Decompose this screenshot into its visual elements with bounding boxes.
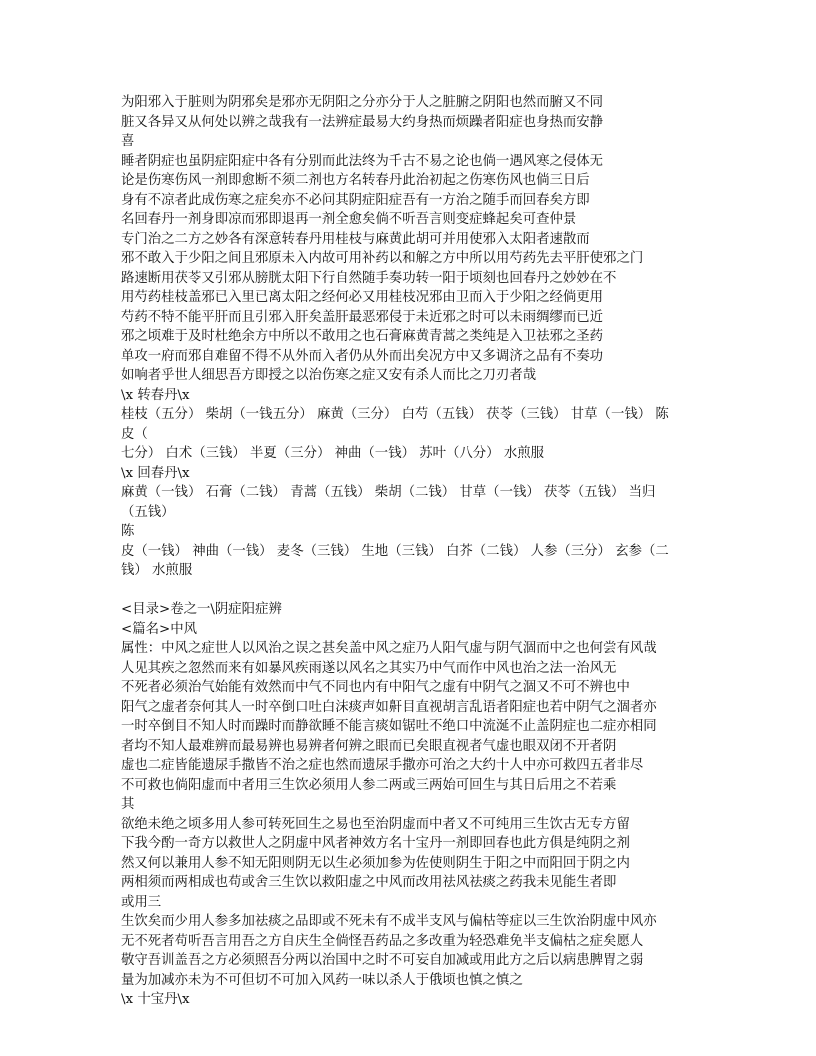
text-line: 邪不敢入于少阳之间且邪原未入内故可用补药以和解之方中所以用芍药先去平肝使邪之门 <box>121 251 644 266</box>
text-line: 不可救也倘阳虚而中者用三生饮必须用人参二两或三两始可回生与其日后用之不若乘 <box>121 777 617 793</box>
text-line: 单攻一府而邪自难留不得不从外而入者仍从外而出矣况方中又多调济之品有不奏功 <box>121 348 604 364</box>
text-line: 论是伤寒伤风一剂即愈断不须二剂也方名转春丹此治初起之伤寒伤风也倘三日后 <box>121 173 590 188</box>
text-line: 如响者乎世人细思吾方即授之以治伤寒之症又安有杀人而比之刀刃者哉 <box>121 368 537 383</box>
text-line: 不死者必须治气始能有效然而中气不同也内有中阳气之虚有中阴气之涸又不可不辨也中 <box>121 680 630 695</box>
text-line: \x 回春丹\x <box>121 465 190 481</box>
text-line: 路速断用茯苓又引邪从膀胱太阳下行自然随手奏功转一阳于顷刻也回春丹之妙妙在不 <box>121 270 617 286</box>
text-line: 脏又各异又从何处以辨之哉我有一法辨症最易大约身热而烦躁者阳症也身热而安静 <box>121 114 604 130</box>
text-line: 敬守吾训盖吾之方必须照吾分两以治国中之时不可妄自加减或用此方之后以病患脾胃之弱 <box>121 953 644 968</box>
text-line: 七分） 白术（三钱） 半夏（三分） 神曲（一钱） 苏叶（八分） 水煎服 <box>121 446 544 461</box>
text-line: 属性：中风之症世人以风治之误之甚矣盖中风之症乃人阳气虚与阴气涸而中之也何尝有风哉 <box>121 641 657 656</box>
text-line: 名回春丹一剂身即凉而邪即退再一剂全愈矣倘不听吾言则变症蜂起矣可查仲景 <box>121 212 577 227</box>
text-line: 下我今酌一奇方以救世人之阴虚中风者神效方名十宝丹一剂即回春也此方俱是纯阴之剂 <box>121 836 630 851</box>
text-line: 邪之顷难于及时杜绝余方中所以不敢用之也石膏麻黄青蒿之类纯是入卫祛邪之圣药 <box>121 329 604 344</box>
text-line: 为阳邪入于脏则为阴邪矣是邪亦无阴阳之分亦分于人之脏腑之阴阳也然而腑又不同 <box>121 95 604 110</box>
text-line: 专门治之二方之妙各有深意转春丹用桂枝与麻黄此胡可并用使邪入太阳者速散而 <box>121 231 590 247</box>
text-line: 睡者阴症也虽阴症阳症中各有分别而此法终为千古不易之论也倘一遇风寒之侵体无 <box>121 153 604 169</box>
text-line: 身有不凉者此成伤寒之症矣亦不必问其阴症阳症吾有一方治之随手而回春矣方即 <box>121 192 590 208</box>
text-line: 芍药不特不能平肝而且引邪入肝矣盖肝最恶邪侵于未近邪之时可以未雨绸缪而已近 <box>121 309 604 325</box>
text-line: 阳气之虚者奈何其人一时卒倒口吐白沫痰声如鼾目直视胡言乱语者阳症也若中阴气之涸者亦 <box>121 699 657 715</box>
text-line: 皮（ <box>121 426 148 442</box>
text-line: 喜 <box>121 134 135 149</box>
text-line: 两相须而两相成也苟或舍三生饮以救阳虚之中风而改用祛风祛痰之药我未见能生者即 <box>121 875 617 890</box>
text-line: 其 <box>121 797 135 812</box>
text-line: 量为加减亦未为不可但切不可加入风药一味以杀人于俄顷也慎之慎之 <box>121 972 523 988</box>
text-line: 钱） 水煎服 <box>121 563 193 578</box>
text-line: 皮（一钱） 神曲（一钱） 麦冬（三钱） 生地（三钱） 白芥（二钱） 人参（三分） 玄参（二 <box>121 543 669 559</box>
text-line: 然又何以兼用人参不知无阳则阴无以生必须加参为佐使则阴生于阳之中而阳回于阴之内 <box>121 855 630 871</box>
document-body <box>121 93 721 1010</box>
text-line: 无不死者苟听吾言用吾之方自庆生全倘怪吾药品之多改重为轻恐难免半支偏枯之症矣愿人 <box>121 933 644 949</box>
text-line: 麻黄（一钱） 石膏（二钱） 青蒿（五钱） 柴胡（二钱） 甘草（一钱） 茯苓（五钱） 当归 <box>121 485 656 500</box>
text-line: 生饮矣而少用人参多加祛痰之品即或不死未有不成半支风与偏枯等症以三生饮治阴虚中风亦 <box>121 914 657 929</box>
text-line: 一时卒倒目不知人时而躁时而静欲睡不能言痰如锯吐不绝口中流涎不止盖阴症也二症亦相同 <box>121 719 657 734</box>
text-line: （五钱） <box>121 504 175 520</box>
text-line: \x 转春丹\x <box>121 387 190 403</box>
text-line: 欲绝未绝之顷多用人参可转死回生之易也至治阴虚而中者又不可纯用三生饮古无专方留 <box>121 816 630 832</box>
text-line <box>121 581 721 601</box>
text-line: 人见其疾之忽然而来有如暴风疾雨遂以风名之其实乃中气而作中风也治之法一治风无 <box>121 660 617 676</box>
text-line: 虚也二症皆能遗尿手撒皆不治之症也然而遗尿手撒亦可治之大约十人中亦可救四五者非尽 <box>121 758 644 773</box>
text-line: <篇名>中风 <box>121 621 198 637</box>
text-line: 用芍药桂枝盖邪已入里已离太阳之经何必又用桂枝况邪由卫而入于少阳之经倘更用 <box>121 290 604 305</box>
text-line: 或用三 <box>121 894 162 910</box>
text-line: \x 十宝丹\x <box>121 992 190 1007</box>
text-line: 桂枝（五分） 柴胡（一钱五分） 麻黄（三分） 白芍（五钱） 茯苓（三钱） 甘草（一钱） 陈 <box>121 407 669 422</box>
text-line: 者均不知人最难辨而最易辨也易辨者何辨之眼而已矣眼直视者气虚也眼双闭不开者阴 <box>121 738 617 754</box>
text-line: <目录>卷之一\阴症阳症辨 <box>121 602 282 617</box>
text-line: 陈 <box>121 524 135 539</box>
